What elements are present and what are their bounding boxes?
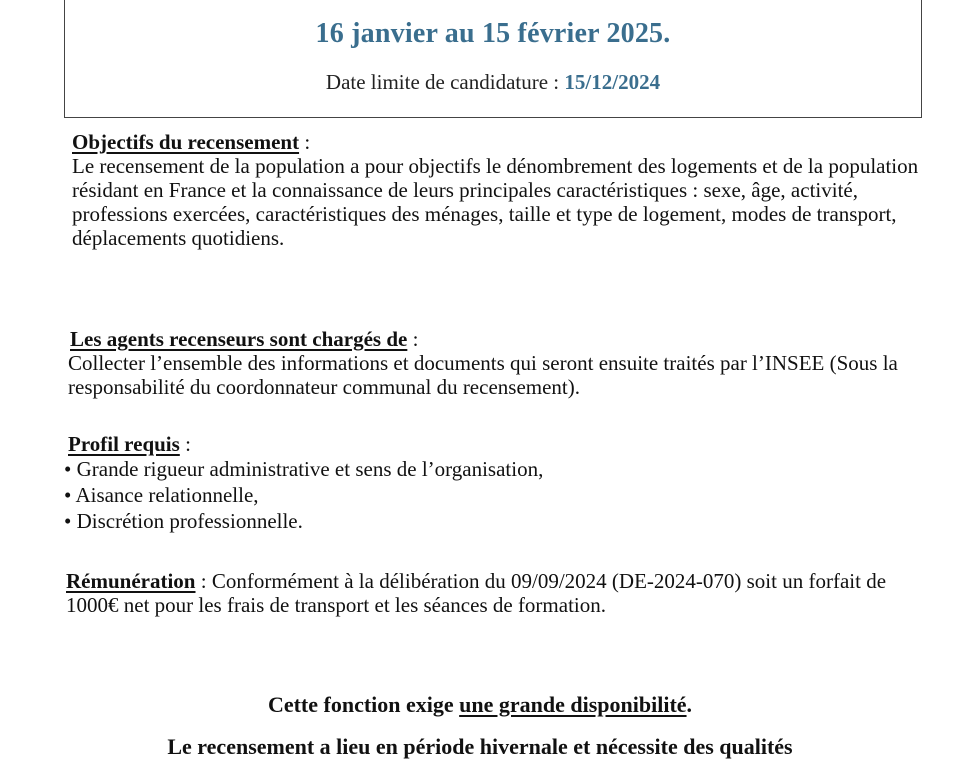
deadline-value: 15/12/2024 — [564, 70, 661, 94]
agents-heading-line — [64, 327, 924, 351]
profil-heading-line — [64, 432, 924, 456]
section-remuneration — [64, 569, 924, 617]
section-objectifs — [64, 130, 924, 250]
agents-colon: : — [407, 327, 419, 351]
remuneration-heading: Rémunération — [66, 569, 196, 593]
remuneration-paragraph — [64, 569, 924, 617]
section-agents — [64, 327, 924, 399]
profil-heading: Profil requis — [68, 432, 180, 456]
list-item: • Discrétion professionnelle. — [64, 509, 303, 533]
agents-body: Collecter l’ensemble des informations et documents qui seront ensuite traités par l’INSEE (Sous la responsabilité du coordonnateur communal du recensement). — [68, 351, 898, 399]
objectifs-body: Le recensement de la population a pour objectifs le dénombrement des logements et de la population résidant en France et la connaissance de leurs principales caractéristiques : sexe, âge, activité, professions exercées, caractéristiques des ménages, taille et type de logement, modes de transport, déplacements quotidiens. — [72, 154, 919, 250]
bottom-cut-line: Le recensement a lieu en période hivernale et nécessite des qualités — [167, 734, 793, 759]
application-deadline — [65, 70, 921, 95]
agents-heading: Les agents recenseurs sont chargés de — [70, 327, 408, 351]
deadline-label: Date limite de candidature : — [325, 70, 565, 94]
list-item: • Aisance relationnelle, — [64, 483, 259, 507]
availability-prefix: Cette fonction exige — [267, 692, 460, 717]
objectifs-heading: Objectifs du recensement — [72, 130, 300, 154]
profil-list — [64, 456, 924, 534]
profil-colon: : — [179, 432, 191, 456]
availability-suffix: . — [686, 692, 693, 717]
census-dates: 16 janvier au 15 février 2025. — [315, 18, 671, 49]
objectifs-colon: : — [299, 130, 311, 154]
header-box — [64, 0, 922, 118]
objectifs-heading-line — [64, 130, 924, 154]
section-profil — [64, 432, 924, 534]
remuneration-body: : Conformément à la délibération du 09/09/2024 (DE-2024-070) soit un forfait de 1000€ net pour les frais de transport et les séances de formation. — [66, 569, 887, 617]
availability-underlined: une grande disponibilité — [459, 692, 687, 717]
availability-statement — [0, 692, 960, 718]
list-item: • Grande rigueur administrative et sens de l’organisation, — [64, 457, 544, 481]
